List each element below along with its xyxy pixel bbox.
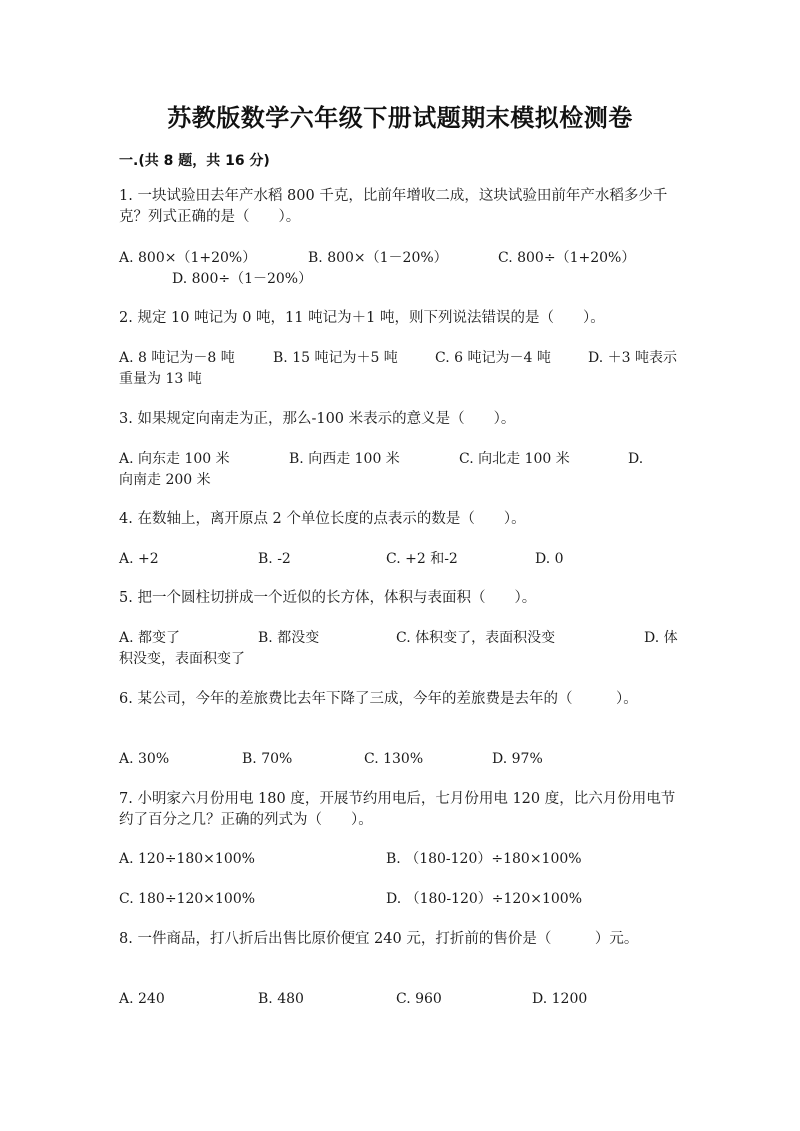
question-3-text: 3. 如果规定向南走为正，那么-100 米表示的意义是（ ）。 <box>119 411 516 427</box>
question-5-option-b[interactable]: B. 都没变 <box>258 630 320 646</box>
section-header: 一.(共 8 题，共 16 分) <box>119 153 270 169</box>
question-1-option-a[interactable]: A. 800×（1+20%） <box>119 250 257 266</box>
question-1-option-b[interactable]: B. 800×（1－20%） <box>308 250 448 266</box>
question-1-option-c[interactable]: C. 800÷（1+20%） <box>498 250 636 266</box>
question-8-option-d[interactable]: D. 1200 <box>532 991 588 1007</box>
question-5-option-d[interactable]: D. 体积没变，表面积变了 <box>119 630 678 667</box>
question-6-option-d[interactable]: D. 97% <box>492 751 543 767</box>
question-2-text: 2. 规定 10 吨记为 0 吨，11 吨记为＋1 吨，则下列说法错误的是（ ）。 <box>119 310 605 326</box>
question-2-option-c[interactable]: C. 6 吨记为－4 吨 <box>435 350 551 366</box>
question-6-text: 6. 某公司，今年的差旅费比去年下降了三成，今年的差旅费是去年的（ ）。 <box>119 691 638 707</box>
question-6-option-c[interactable]: C. 130% <box>364 751 424 767</box>
question-4-option-b[interactable]: B. -2 <box>258 551 291 567</box>
question-7-option-b[interactable]: B. （180-120）÷180×100% <box>386 851 582 867</box>
question-3-option-b[interactable]: B. 向西走 100 米 <box>289 451 400 467</box>
question-8-text: 8. 一件商品，打八折后出售比原价便宜 240 元，打折前的售价是（ ）元。 <box>119 931 639 947</box>
question-1-option-d[interactable]: D. 800÷（1－20%） <box>172 271 313 287</box>
page-title: 苏教版数学六年级下册试题期末模拟检测卷 <box>167 104 633 132</box>
question-8-option-a[interactable]: A. 240 <box>119 991 165 1007</box>
question-4-option-d[interactable]: D. 0 <box>535 551 564 567</box>
question-2-option-a[interactable]: A. 8 吨记为－8 吨 <box>119 350 235 366</box>
question-7-text: 7. 小明家六月份用电 180 度，开展节约用电后，七月份用电 120 度，比六月份用电节约了百分之几？正确的列式为（ ）。 <box>119 791 676 828</box>
question-4-option-c[interactable]: C. +2 和-2 <box>386 551 458 567</box>
question-2-option-d[interactable]: D. ＋3 吨表示重量为 13 吨 <box>119 350 677 387</box>
question-3-option-a[interactable]: A. 向东走 100 米 <box>119 451 230 467</box>
question-5-option-a[interactable]: A. 都变了 <box>119 630 181 646</box>
question-3-option-c[interactable]: C. 向北走 100 米 <box>459 451 570 467</box>
question-1-text: 1. 一块试验田去年产水稻 800 千克，比前年增收二成，这块试验田前年产水稻多少千克？列式正确的是（ ）。 <box>119 188 668 225</box>
question-3-option-d[interactable]: D. 向南走 200 米 <box>119 451 644 488</box>
question-6-option-a[interactable]: A. 30% <box>119 751 170 767</box>
question-8-option-c[interactable]: C. 960 <box>396 991 442 1007</box>
question-4-option-a[interactable]: A. +2 <box>119 551 159 567</box>
question-4-text: 4. 在数轴上，离开原点 2 个单位长度的点表示的数是（ ）。 <box>119 511 526 527</box>
question-7-option-d[interactable]: D. （180-120）÷120×100% <box>386 891 583 907</box>
question-8-option-b[interactable]: B. 480 <box>258 991 304 1007</box>
question-5-option-c[interactable]: C. 体积变了，表面积没变 <box>396 630 556 646</box>
question-7-option-c[interactable]: C. 180÷120×100% <box>119 891 256 907</box>
question-2-option-b[interactable]: B. 15 吨记为＋5 吨 <box>273 350 398 366</box>
question-6-option-b[interactable]: B. 70% <box>242 751 293 767</box>
question-7-option-a[interactable]: A. 120÷180×100% <box>119 851 255 867</box>
question-5-text: 5. 把一个圆柱切拼成一个近似的长方体，体积与表面积（ ）。 <box>119 590 537 606</box>
